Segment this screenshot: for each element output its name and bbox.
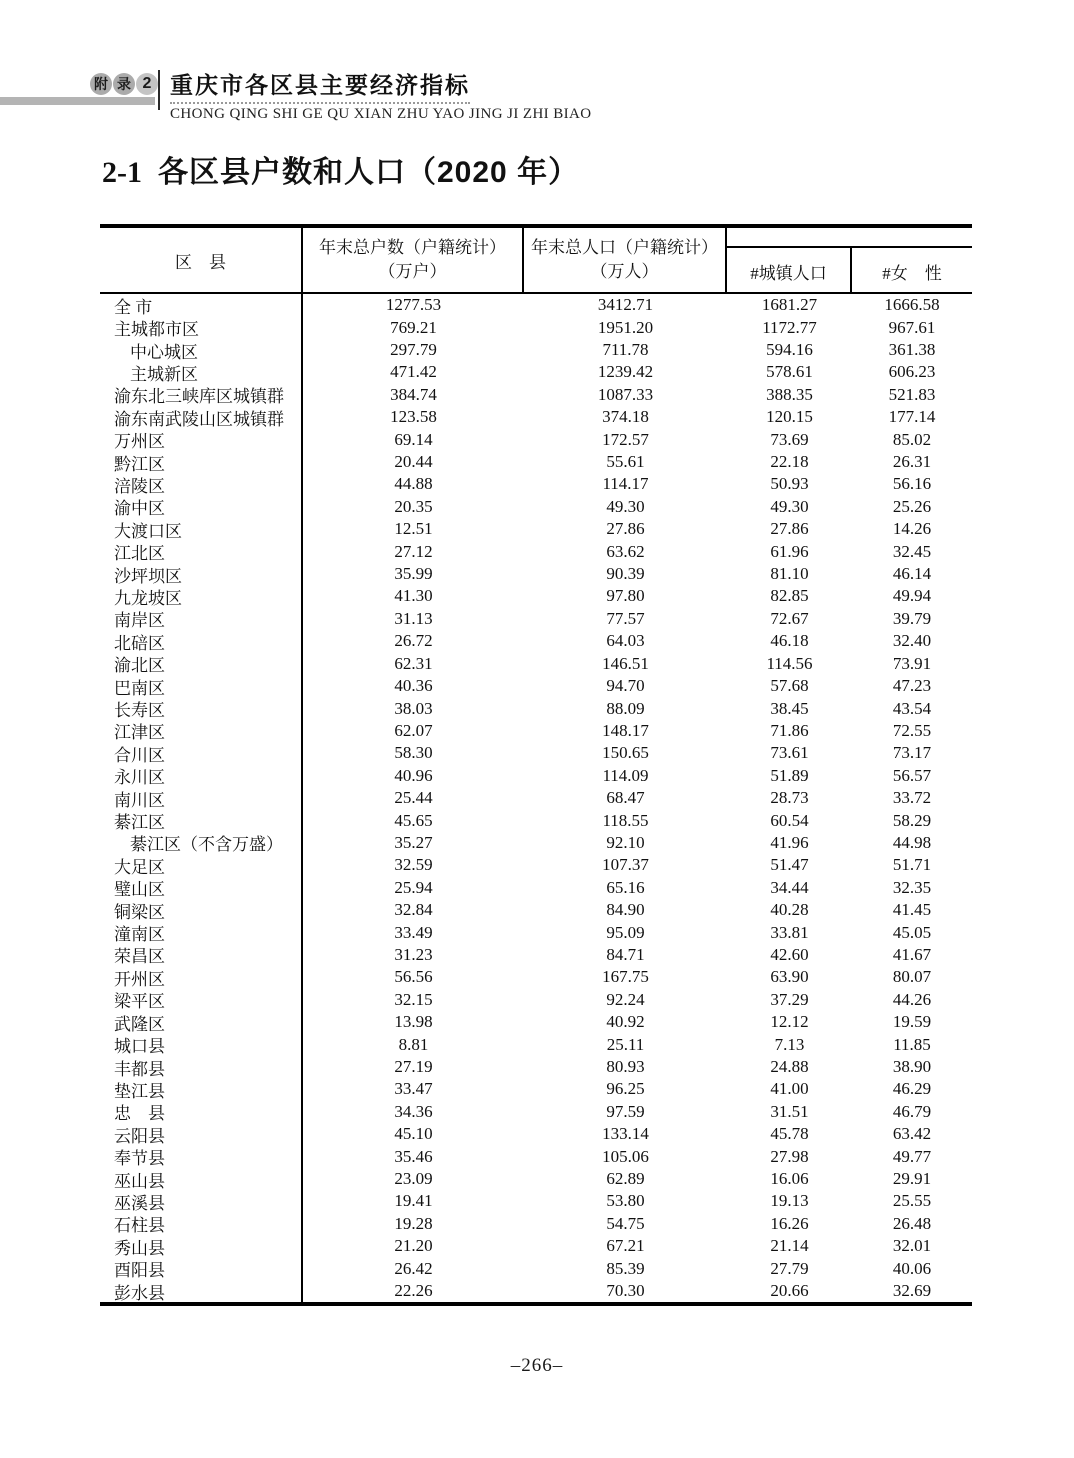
region-name-cell: 涪陵区 <box>100 473 303 495</box>
value-cell: 51.47 <box>770 855 809 875</box>
value-cell: 60.54 <box>770 810 809 830</box>
value-cell: 150.65 <box>602 743 649 763</box>
table-row <box>100 899 972 921</box>
value-cell: 46.29 <box>892 1079 932 1099</box>
badge-number-circle: 2 <box>136 73 158 95</box>
table-row <box>100 921 972 943</box>
value-cell: 769.21 <box>390 317 437 337</box>
region-name-cell: 开州区 <box>100 966 303 988</box>
region-name-cell: 綦江区 <box>100 809 303 831</box>
table-row <box>100 339 972 361</box>
table-row <box>100 697 972 719</box>
value-cell: 53.80 <box>606 1191 645 1211</box>
header-divider-line <box>158 70 160 110</box>
value-cell: 37.29 <box>770 989 809 1009</box>
region-name-cell: 大足区 <box>100 854 303 876</box>
value-cell: 34.36 <box>394 1101 433 1121</box>
value-cell: 114.56 <box>766 653 813 673</box>
region-name-cell: 合川区 <box>100 742 303 764</box>
value-cell: 77.57 <box>606 608 645 628</box>
table-row <box>100 787 972 809</box>
decorative-gray-bar <box>0 97 155 105</box>
region-name-cell: 奉节县 <box>100 1145 303 1167</box>
region-name-cell: 铜梁区 <box>100 899 303 921</box>
value-cell: 67.21 <box>606 1236 645 1256</box>
value-cell: 45.10 <box>394 1124 433 1144</box>
region-name-cell: 南岸区 <box>100 608 303 630</box>
value-cell: 7.13 <box>774 1034 805 1054</box>
value-cell: 25.44 <box>394 788 433 808</box>
value-cell: 711.78 <box>602 340 649 360</box>
value-cell: 97.59 <box>606 1101 645 1121</box>
value-cell: 85.02 <box>892 429 932 449</box>
value-cell: 177.14 <box>888 407 936 427</box>
value-cell: 32.69 <box>892 1281 932 1301</box>
table-row <box>100 742 972 764</box>
value-cell: 40.36 <box>394 676 433 696</box>
value-cell: 361.38 <box>888 340 936 360</box>
table-row <box>100 1123 972 1145</box>
region-name-cell: 北碚区 <box>100 630 303 652</box>
value-cell: 33.47 <box>394 1079 433 1099</box>
value-cell: 22.26 <box>394 1281 433 1301</box>
table-row <box>100 854 972 876</box>
value-cell: 20.66 <box>770 1281 809 1301</box>
table-row <box>100 1101 972 1123</box>
value-cell: 107.37 <box>602 855 649 875</box>
value-cell: 49.94 <box>892 586 932 606</box>
value-cell: 51.71 <box>892 855 932 875</box>
running-head-pinyin: CHONG QING SHI GE QU XIAN ZHU YAO JING JI ZHI BIAO <box>170 106 592 122</box>
table-row <box>100 877 972 899</box>
value-cell: 31.51 <box>770 1101 809 1121</box>
value-cell: 38.45 <box>770 698 809 718</box>
value-cell: 40.28 <box>770 900 809 920</box>
value-cell: 1087.33 <box>597 384 654 404</box>
value-cell: 45.65 <box>394 810 433 830</box>
value-cell: 54.75 <box>606 1213 645 1233</box>
value-cell: 1681.27 <box>761 295 818 315</box>
badge-char-circle: 附 <box>90 73 112 95</box>
value-cell: 35.46 <box>394 1146 433 1166</box>
value-cell: 32.40 <box>892 631 932 651</box>
value-cell: 46.18 <box>770 631 809 651</box>
page-number: –266– <box>510 1355 564 1376</box>
value-cell: 32.15 <box>394 989 433 1009</box>
value-cell: 32.01 <box>892 1236 932 1256</box>
value-cell: 27.12 <box>394 541 433 561</box>
value-cell: 92.10 <box>606 832 645 852</box>
value-cell: 85.39 <box>606 1258 645 1278</box>
value-cell: 40.06 <box>892 1258 932 1278</box>
value-cell: 24.88 <box>770 1057 809 1077</box>
table-row <box>100 1168 972 1190</box>
value-cell: 62.07 <box>394 720 433 740</box>
value-cell: 20.44 <box>394 452 433 472</box>
value-cell: 521.83 <box>888 384 936 404</box>
value-cell: 167.75 <box>602 967 649 987</box>
value-cell: 51.89 <box>770 765 809 785</box>
value-cell: 56.56 <box>394 967 433 987</box>
value-cell: 16.06 <box>770 1169 809 1189</box>
value-cell: 123.58 <box>390 407 437 427</box>
value-cell: 84.90 <box>606 900 645 920</box>
value-cell: 148.17 <box>602 720 649 740</box>
value-cell: 12.12 <box>770 1012 809 1032</box>
value-cell: 41.00 <box>770 1079 809 1099</box>
value-cell: 23.09 <box>394 1169 433 1189</box>
region-name-cell: 巴南区 <box>100 675 303 697</box>
value-cell: 606.23 <box>888 362 936 382</box>
table-row <box>100 496 972 518</box>
region-name-cell: 万州区 <box>100 428 303 450</box>
table-row <box>100 563 972 585</box>
value-cell: 65.16 <box>606 877 645 897</box>
value-cell: 68.47 <box>606 788 645 808</box>
value-cell: 374.18 <box>602 407 649 427</box>
region-name-cell: 云阳县 <box>100 1123 303 1145</box>
value-cell: 56.16 <box>892 474 932 494</box>
appendix-badge <box>90 73 158 95</box>
value-cell: 84.71 <box>606 944 645 964</box>
value-cell: 92.24 <box>606 989 645 1009</box>
value-cell: 45.05 <box>892 922 932 942</box>
col-header-households <box>303 228 524 292</box>
value-cell: 118.55 <box>602 810 649 830</box>
region-name-cell: 江北区 <box>100 540 303 562</box>
value-cell: 1239.42 <box>597 362 654 382</box>
value-cell: 58.30 <box>394 743 433 763</box>
value-cell: 62.31 <box>394 653 433 673</box>
value-cell: 50.93 <box>770 474 809 494</box>
value-cell: 45.78 <box>770 1124 809 1144</box>
value-cell: 73.69 <box>770 429 809 449</box>
table-row <box>100 585 972 607</box>
value-cell: 3412.71 <box>597 295 654 315</box>
value-cell: 21.20 <box>394 1236 433 1256</box>
value-cell: 1172.77 <box>762 317 817 337</box>
table-row <box>100 630 972 652</box>
region-name-cell: 渝中区 <box>100 496 303 518</box>
table-row <box>100 809 972 831</box>
value-cell: 1951.20 <box>597 317 654 337</box>
value-cell: 297.79 <box>390 340 437 360</box>
value-cell: 81.10 <box>770 564 809 584</box>
value-cell: 97.80 <box>606 586 645 606</box>
table-row <box>100 384 972 406</box>
value-cell: 25.55 <box>892 1191 932 1211</box>
col-header-subgroup <box>727 228 972 292</box>
col-header-urban: #城镇人口 <box>727 248 852 294</box>
value-cell: 41.96 <box>770 832 809 852</box>
value-cell: 73.91 <box>892 653 932 673</box>
value-cell: 49.77 <box>892 1146 932 1166</box>
region-name-cell: 渝东南武陵山区城镇群 <box>100 406 303 428</box>
value-cell: 61.96 <box>770 541 809 561</box>
value-cell: 38.03 <box>394 698 433 718</box>
value-cell: 88.09 <box>606 698 645 718</box>
table-row <box>100 1257 972 1279</box>
value-cell: 8.81 <box>398 1034 429 1054</box>
value-cell: 22.18 <box>770 452 809 472</box>
value-cell: 25.26 <box>892 496 932 516</box>
region-name-cell: 永川区 <box>100 765 303 787</box>
value-cell: 35.99 <box>394 564 433 584</box>
value-cell: 578.61 <box>766 362 813 382</box>
value-cell: 27.86 <box>770 519 809 539</box>
region-name-cell: 南川区 <box>100 787 303 809</box>
value-cell: 13.98 <box>394 1012 433 1032</box>
value-cell: 133.14 <box>602 1124 649 1144</box>
value-cell: 20.35 <box>394 496 433 516</box>
table-row <box>100 832 972 854</box>
table-row <box>100 1190 972 1212</box>
value-cell: 16.26 <box>770 1213 809 1233</box>
value-cell: 32.59 <box>394 855 433 875</box>
col-header-population <box>524 228 727 292</box>
value-cell: 44.98 <box>892 832 932 852</box>
region-name-cell: 沙坪坝区 <box>100 563 303 585</box>
value-cell: 58.29 <box>892 810 932 830</box>
value-cell: 105.06 <box>602 1146 649 1166</box>
value-cell: 19.59 <box>892 1012 932 1032</box>
region-name-cell: 江津区 <box>100 720 303 742</box>
value-cell: 55.61 <box>606 452 645 472</box>
value-cell: 1277.53 <box>385 295 442 315</box>
value-cell: 28.73 <box>770 788 809 808</box>
table-row <box>100 944 972 966</box>
value-cell: 12.51 <box>394 519 433 539</box>
value-cell: 44.26 <box>892 989 932 1009</box>
table-row <box>100 1145 972 1167</box>
table-row <box>100 1033 972 1055</box>
value-cell: 69.14 <box>394 429 433 449</box>
value-cell: 94.70 <box>606 676 645 696</box>
value-cell: 26.42 <box>394 1258 433 1278</box>
region-name-cell: 巫山县 <box>100 1168 303 1190</box>
region-name-cell: 黔江区 <box>100 451 303 473</box>
value-cell: 63.62 <box>606 541 645 561</box>
region-name-cell: 全 市 <box>100 294 303 316</box>
table-row <box>100 1056 972 1078</box>
region-name-cell: 酉阳县 <box>100 1257 303 1279</box>
region-name-cell: 主城新区 <box>100 361 303 383</box>
value-cell: 388.35 <box>766 384 813 404</box>
value-cell: 56.57 <box>892 765 932 785</box>
section-number: 2-1 <box>102 156 142 189</box>
table-row <box>100 765 972 787</box>
value-cell: 71.86 <box>770 720 809 740</box>
region-name-cell: 垫江县 <box>100 1078 303 1100</box>
value-cell: 27.98 <box>770 1146 809 1166</box>
table-row <box>100 1011 972 1033</box>
section-title <box>102 147 579 191</box>
value-cell: 40.92 <box>606 1012 645 1032</box>
table-row <box>100 608 972 630</box>
region-name-cell: 璧山区 <box>100 877 303 899</box>
value-cell: 32.35 <box>892 877 932 897</box>
table-row <box>100 1078 972 1100</box>
population-table <box>100 224 972 1306</box>
value-cell: 32.84 <box>394 900 433 920</box>
region-name-cell: 长寿区 <box>100 697 303 719</box>
value-cell: 63.42 <box>892 1124 932 1144</box>
value-cell: 95.09 <box>606 922 645 942</box>
value-cell: 49.30 <box>770 496 809 516</box>
value-cell: 62.89 <box>606 1169 645 1189</box>
value-cell: 72.67 <box>770 608 809 628</box>
table-row <box>100 1280 972 1302</box>
value-cell: 38.90 <box>892 1057 932 1077</box>
value-cell: 27.79 <box>770 1258 809 1278</box>
region-name-cell: 巫溪县 <box>100 1190 303 1212</box>
region-name-cell: 荣昌区 <box>100 944 303 966</box>
value-cell: 82.85 <box>770 586 809 606</box>
value-cell: 46.14 <box>892 564 932 584</box>
value-cell: 114.17 <box>602 474 649 494</box>
col-header-population-line1: 年末总人口（户籍统计） <box>531 238 718 257</box>
table-row <box>100 518 972 540</box>
value-cell: 27.86 <box>606 519 645 539</box>
running-head <box>170 67 592 123</box>
region-name-cell: 中心城区 <box>100 339 303 361</box>
col-header-region: 区 县 <box>100 228 303 292</box>
table-row <box>100 361 972 383</box>
table-row <box>100 1235 972 1257</box>
col-header-households-line2: （万户） <box>378 262 447 281</box>
value-cell: 40.96 <box>394 765 433 785</box>
value-cell: 35.27 <box>394 832 433 852</box>
value-cell: 47.23 <box>892 676 932 696</box>
value-cell: 25.11 <box>606 1034 645 1054</box>
region-name-cell: 忠 县 <box>100 1101 303 1123</box>
region-name-cell: 潼南区 <box>100 921 303 943</box>
region-name-cell: 彭水县 <box>100 1280 303 1302</box>
region-name-cell: 大渡口区 <box>100 518 303 540</box>
value-cell: 44.88 <box>394 474 433 494</box>
value-cell: 471.42 <box>390 362 437 382</box>
table-row <box>100 294 972 316</box>
table-row <box>100 1213 972 1235</box>
value-cell: 41.67 <box>892 944 932 964</box>
col-header-households-line1: 年末总户数（户籍统计） <box>319 238 506 257</box>
table-row <box>100 428 972 450</box>
value-cell: 120.15 <box>766 407 813 427</box>
region-name-cell: 梁平区 <box>100 989 303 1011</box>
col-header-subrow <box>727 246 972 294</box>
value-cell: 90.39 <box>606 564 645 584</box>
region-name-cell: 城口县 <box>100 1033 303 1055</box>
value-cell: 33.81 <box>770 922 809 942</box>
value-cell: 31.13 <box>394 608 433 628</box>
value-cell: 25.94 <box>394 877 433 897</box>
value-cell: 19.28 <box>394 1213 433 1233</box>
value-cell: 33.49 <box>394 922 433 942</box>
region-name-cell: 渝北区 <box>100 653 303 675</box>
value-cell: 26.48 <box>892 1213 932 1233</box>
value-cell: 146.51 <box>602 653 649 673</box>
region-name-cell: 渝东北三峡库区城镇群 <box>100 384 303 406</box>
value-cell: 49.30 <box>606 496 645 516</box>
badge-char-circle: 录 <box>113 73 135 95</box>
table-header <box>100 228 972 294</box>
table-row <box>100 540 972 562</box>
region-name-cell: 秀山县 <box>100 1235 303 1257</box>
table-row <box>100 316 972 338</box>
table-row <box>100 473 972 495</box>
region-name-cell: 九龙坡区 <box>100 585 303 607</box>
region-name-cell: 綦江区（不含万盛） <box>100 832 303 854</box>
value-cell: 11.85 <box>893 1034 931 1054</box>
table-row <box>100 966 972 988</box>
value-cell: 72.55 <box>892 720 932 740</box>
value-cell: 32.45 <box>892 541 932 561</box>
running-head-title: 重庆市各区县主要经济指标 <box>170 67 470 104</box>
value-cell: 63.90 <box>770 967 809 987</box>
value-cell: 14.26 <box>892 519 932 539</box>
value-cell: 1666.58 <box>884 295 940 315</box>
value-cell: 43.54 <box>892 698 932 718</box>
region-name-cell: 武隆区 <box>100 1011 303 1033</box>
table-row <box>100 720 972 742</box>
value-cell: 39.79 <box>892 608 932 628</box>
value-cell: 26.31 <box>892 452 932 472</box>
col-header-female: #女 性 <box>882 263 942 283</box>
value-cell: 27.19 <box>394 1057 433 1077</box>
value-cell: 21.14 <box>770 1236 809 1256</box>
value-cell: 26.72 <box>394 631 433 651</box>
region-name-cell: 主城都市区 <box>100 316 303 338</box>
value-cell: 384.74 <box>390 384 437 404</box>
table-row <box>100 653 972 675</box>
value-cell: 114.09 <box>602 765 649 785</box>
region-name-cell: 石柱县 <box>100 1213 303 1235</box>
value-cell: 29.91 <box>892 1169 932 1189</box>
section-heading: 各区县户数和人口（2020 年） <box>158 156 580 189</box>
value-cell: 41.30 <box>394 586 433 606</box>
value-cell: 96.25 <box>606 1079 645 1099</box>
region-name-cell: 丰都县 <box>100 1056 303 1078</box>
value-cell: 64.03 <box>606 631 645 651</box>
value-cell: 70.30 <box>606 1281 645 1301</box>
value-cell: 80.93 <box>606 1057 645 1077</box>
value-cell: 73.17 <box>892 743 932 763</box>
value-cell: 19.41 <box>394 1191 433 1211</box>
value-cell: 594.16 <box>766 340 813 360</box>
table-row <box>100 451 972 473</box>
value-cell: 31.23 <box>394 944 433 964</box>
value-cell: 41.45 <box>892 900 932 920</box>
value-cell: 172.57 <box>602 429 649 449</box>
table-row <box>100 675 972 697</box>
value-cell: 80.07 <box>892 967 932 987</box>
value-cell: 57.68 <box>770 676 809 696</box>
table-row <box>100 406 972 428</box>
value-cell: 46.79 <box>892 1101 932 1121</box>
table-body <box>100 294 972 1302</box>
col-header-population-line2: （万人） <box>590 262 659 281</box>
value-cell: 73.61 <box>770 743 809 763</box>
table-row <box>100 989 972 1011</box>
value-cell: 19.13 <box>770 1191 809 1211</box>
value-cell: 34.44 <box>770 877 809 897</box>
value-cell: 967.61 <box>888 317 936 337</box>
value-cell: 42.60 <box>770 944 809 964</box>
value-cell: 33.72 <box>892 788 932 808</box>
